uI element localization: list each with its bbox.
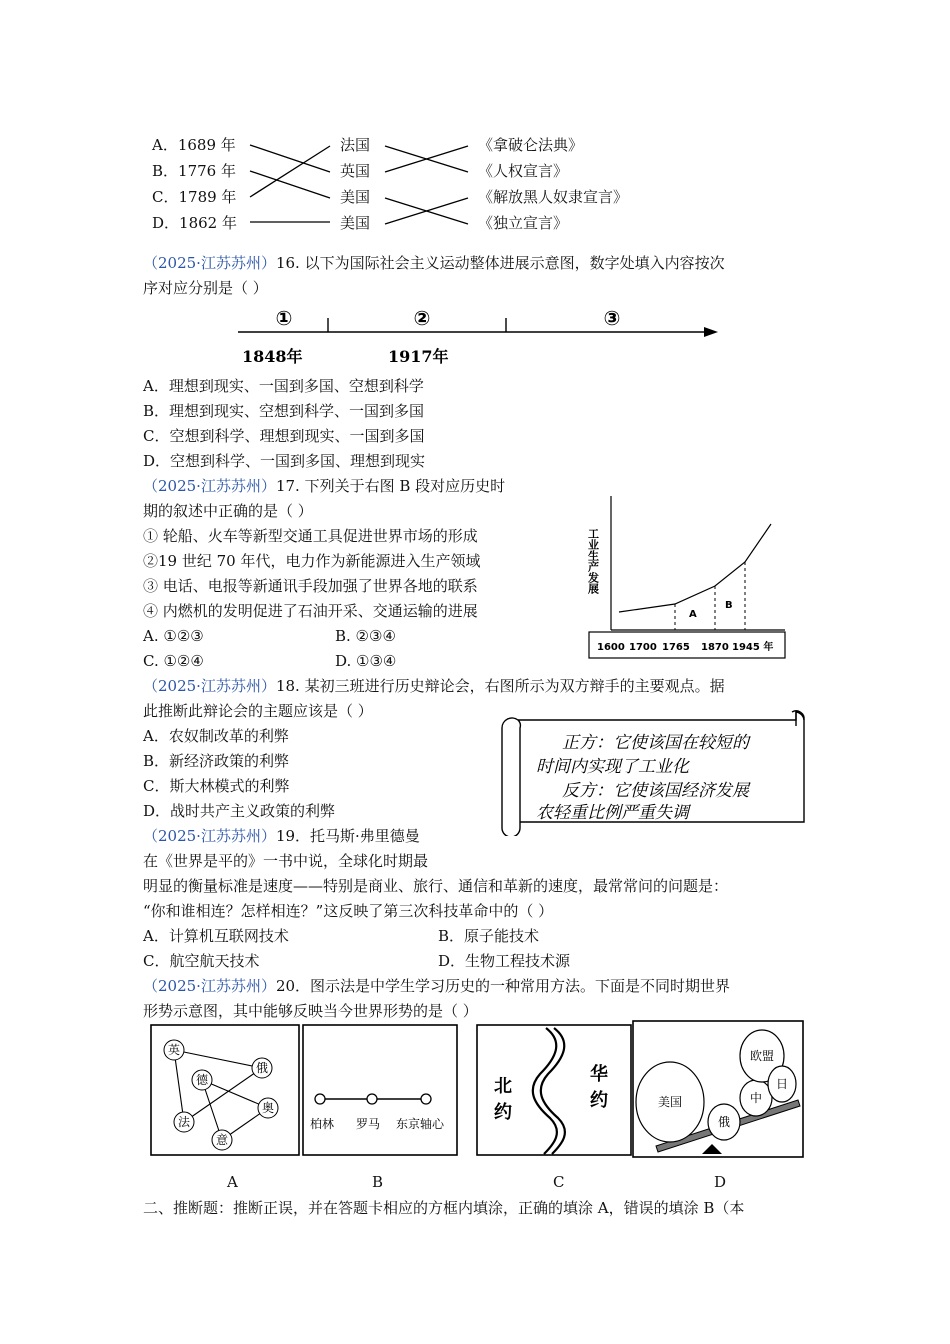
q16-stem-text: 16. 以下为国际社会主义运动整体进展示意图，数字处填入内容按次 <box>275 254 725 272</box>
q15-line-a-uk <box>250 145 330 172</box>
q20-label-d: D <box>714 1173 727 1191</box>
q20b-label-rome: 罗马 <box>356 1117 381 1131</box>
q20-stem-line2: 形势示意图，其中能够反映当今世界形势的是（ ） <box>143 1002 478 1020</box>
q20c-left-2: 约 <box>494 1102 512 1123</box>
q20c-right-2: 约 <box>590 1090 608 1111</box>
section2-heading: 二、推断题：推断正误，并在答题卡相应的方框内填涂，正确的填涂 A，错误的填涂 B（本 <box>143 1199 745 1217</box>
q16-option-b: B．理想到现实、空想到科学、一国到多国 <box>143 402 425 420</box>
q20-stem-line1 <box>143 976 730 996</box>
q20b-node-tokyo <box>421 1094 431 1104</box>
q18-stem-line2: 此推断此辩论会的主题应该是（ ） <box>143 702 373 720</box>
q15-line-b-us <box>250 171 330 198</box>
q20a-label-it: 意 <box>215 1133 229 1147</box>
q20-source: （2025·江苏苏州） <box>143 977 276 995</box>
q17-stem-line1 <box>143 476 505 496</box>
q15-country-2: 英国 <box>340 162 371 180</box>
q15-country-4: 美国 <box>340 214 371 232</box>
q19-option-c: C．航空航天技术 <box>143 952 260 970</box>
q20b-label-berlin: 柏林 <box>310 1117 335 1131</box>
q20-fig-b <box>302 1024 458 1156</box>
q20a-label-de: 德 <box>195 1073 209 1087</box>
q19-option-b: B．原子能技术 <box>438 927 540 945</box>
q17-tick-1945: 1945 年 <box>732 642 774 653</box>
q20d-label-us: 美国 <box>657 1095 683 1109</box>
q18-stem-line1 <box>143 676 725 696</box>
q19-stem-text: 19．托马斯·弗里德曼 <box>275 827 420 845</box>
q20-fig-a <box>150 1024 300 1156</box>
q17-seg-b: B <box>725 600 733 611</box>
q19-stem-line2: 在《世界是平的》一书中说，全球化时期最 <box>143 852 429 870</box>
q20a-label-au: 奥 <box>261 1101 275 1115</box>
q17-option-c: C. ①②④ <box>143 652 204 670</box>
q15-doc-1: 《拿破仑法典》 <box>478 136 584 154</box>
q20b-label-tokyo: 东京轴心 <box>396 1117 445 1131</box>
q20a-label-fr: 法 <box>177 1115 191 1129</box>
q17-option-b: B. ②③④ <box>335 627 396 645</box>
q17-item-1: ① 轮船、火车等新型交通工具促进世界市场的形成 <box>143 527 478 545</box>
q17-tick-1765: 1765 <box>662 642 690 653</box>
q19-stem-line1 <box>143 826 420 846</box>
q15-country-1: 法国 <box>340 136 371 154</box>
q20-label-a: A <box>227 1173 238 1191</box>
q20a-label-uk: 英 <box>167 1043 181 1057</box>
q17-seg-a: A <box>689 609 697 620</box>
q16-arrow-icon <box>704 327 718 337</box>
q16-year-1917: 1917年 <box>388 347 449 366</box>
q16-stem-line1 <box>143 253 725 273</box>
q19-stem-line4: “你和谁相连？怎样相连？”这反映了第三次科技革命中的（ ） <box>143 902 554 920</box>
q17-stem-text: 17. 下列关于右图 B 段对应历史时 <box>275 477 506 495</box>
q18-scroll-line2: 时间内实现了工业化 <box>536 757 689 777</box>
q19-option-d: D．生物工程技术源 <box>438 952 571 970</box>
q16-num-2: ② <box>413 306 431 330</box>
q19-stem-line3: 明显的衡量标准是速度——特别是商业、旅行、通信和革新的速度，最常常问的问题是： <box>143 877 729 895</box>
q20d-label-jp: 日 <box>775 1077 789 1091</box>
q17-industry-chart <box>585 492 790 662</box>
q20d-label-ru: 俄 <box>717 1115 731 1129</box>
q16-timeline <box>230 302 730 370</box>
q18-option-d: D．战时共产主义政策的利弊 <box>143 802 336 820</box>
q19-option-a: A．计算机互联网技术 <box>143 927 289 945</box>
q18-scroll-roll-icon <box>502 718 520 836</box>
q16-num-3: ③ <box>603 306 621 330</box>
q15-doc-3: 《解放黑人奴隶宣言》 <box>478 188 629 206</box>
q20b-node-berlin <box>315 1094 325 1104</box>
q20d-label-cn: 中 <box>749 1091 763 1105</box>
q18-source: （2025·江苏苏州） <box>143 677 276 695</box>
q18-debate-scroll <box>496 704 812 836</box>
q17-curve <box>619 524 771 612</box>
q18-option-c: C．斯大林模式的利弊 <box>143 777 290 795</box>
q18-scroll-line3: 反方：它使该国经济发展 <box>562 781 749 801</box>
q20-stem-text: 20．图示法是中学生学习历史的一种常用方法。下面是不同时期世界 <box>275 977 731 995</box>
q16-option-a: A．理想到现实、一国到多国、空想到科学 <box>143 377 424 395</box>
q15-line-c-fr <box>250 146 330 197</box>
q18-option-a: A．农奴制改革的利弊 <box>143 727 289 745</box>
q15-country-3: 美国 <box>340 188 371 206</box>
q15-year-b: B．1776 年 <box>152 162 236 180</box>
q17-source: （2025·江苏苏州） <box>143 477 276 495</box>
q17-stem-line2: 期的叙述中正确的是（ ） <box>143 502 313 520</box>
q18-option-b: B．新经济政策的利弊 <box>143 752 290 770</box>
q15-doc-4: 《独立宣言》 <box>478 214 569 232</box>
q20-label-c: C <box>553 1173 565 1191</box>
q20d-label-eu: 欧盟 <box>749 1049 775 1063</box>
q15-doc-2: 《人权宣言》 <box>478 162 569 180</box>
q17-ylabel <box>587 528 601 595</box>
q17-tick-1700: 1700 <box>629 642 657 653</box>
q17-item-2: ②19 世纪 70 年代，电力作为新能源进入生产领域 <box>143 552 481 570</box>
q17-ylabel-c1: 工业生产发展 <box>586 528 600 594</box>
q15-year-c: C．1789 年 <box>152 188 237 206</box>
q16-num-1: ① <box>275 306 293 330</box>
q15-matching-lines <box>0 0 950 240</box>
q16-source: （2025·江苏苏州） <box>143 254 276 272</box>
q17-item-4: ④ 内燃机的发明促进了石油开采、交通运输的进展 <box>143 602 478 620</box>
q15-year-a: A．1689 年 <box>152 136 236 154</box>
q15-year-d: D．1862 年 <box>152 214 237 232</box>
q20a-label-ru: 俄 <box>255 1061 269 1075</box>
q19-source: （2025·江苏苏州） <box>143 827 276 845</box>
q20b-node-rome <box>367 1094 377 1104</box>
q20-fig-c <box>476 1024 632 1156</box>
q20-fig-d <box>632 1020 804 1158</box>
q17-item-3: ③ 电话、电报等新通讯手段加强了世界各地的联系 <box>143 577 478 595</box>
q18-stem-text: 18. 某初三班进行历史辩论会，右图所示为双方辩手的主要观点。据 <box>275 677 725 695</box>
q18-scroll-line1: 正方：它使该国在较短的 <box>562 733 749 753</box>
q17-option-d: D. ①③④ <box>335 652 397 670</box>
q16-year-1848: 1848年 <box>242 347 303 366</box>
q18-scroll-line4: 农轻重比例严重失调 <box>536 803 689 823</box>
q20c-right-1: 华 <box>590 1064 608 1085</box>
q17-tick-1600: 1600 <box>597 642 625 653</box>
q20c-left-1: 北 <box>494 1076 512 1097</box>
q16-option-c: C．空想到科学、理想到现实、一国到多国 <box>143 427 425 445</box>
q16-stem-line2: 序对应分别是（ ） <box>143 279 268 297</box>
q17-option-a: A. ①②③ <box>143 627 204 645</box>
q16-option-d: D．空想到科学、一国到多国、理想到现实 <box>143 452 426 470</box>
q20-label-b: B <box>372 1173 384 1191</box>
q17-tick-1870: 1870 <box>701 642 729 653</box>
